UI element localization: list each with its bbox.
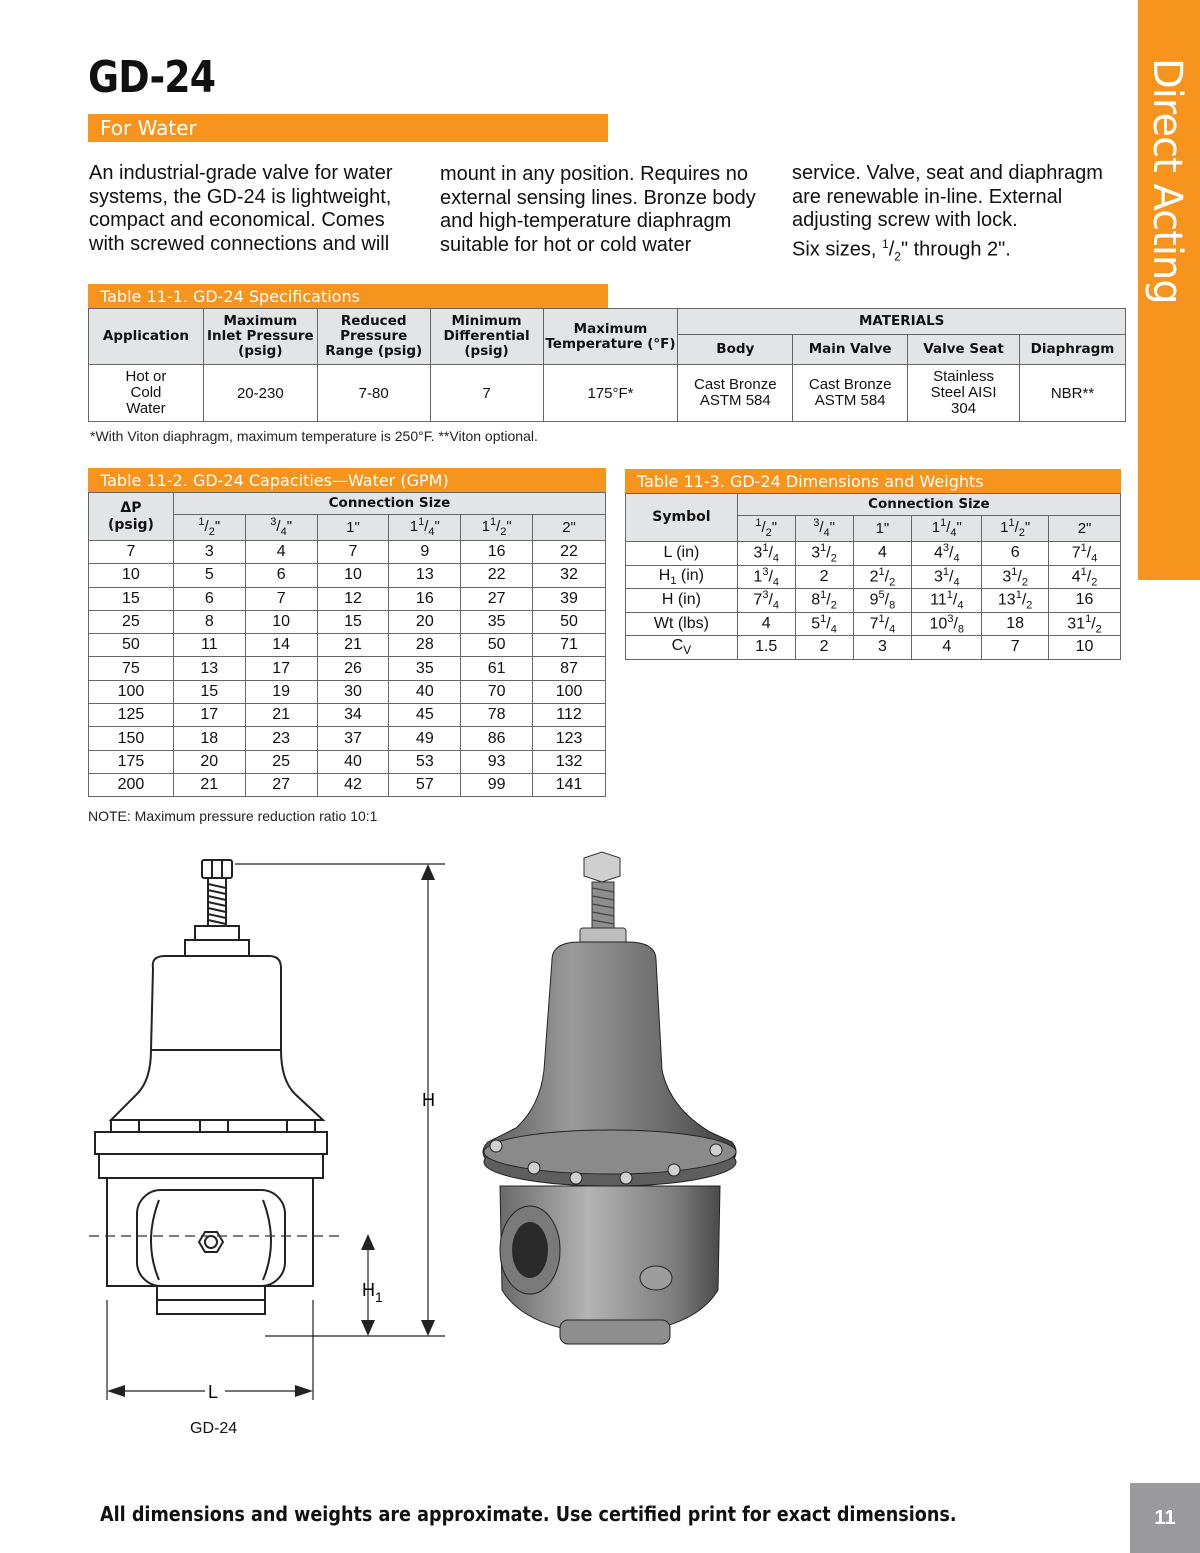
header-symbol: Symbol [626,494,738,542]
table-cell: 25 [245,750,317,773]
table-cell: 21 [245,704,317,727]
header-max-inlet: Maximum Inlet Pressure (psig) [203,309,317,365]
table-cell: 45 [389,704,461,727]
table-cell: 6 [982,542,1049,566]
header-max-temperature: Maximum Temperature (°F) [543,309,678,365]
table-cell: 2 [795,565,853,589]
table-row [626,636,1121,660]
row-label: $C_V$ [626,636,738,660]
table-cell: 16 [1049,589,1121,613]
table-cell: 6 [245,564,317,587]
table-cell: 6 [173,587,245,610]
intro-line: An industrial-grade valve for water [89,162,393,184]
table-cell: 40 [389,680,461,703]
intro-line: external sensing lines. Bronze body [440,186,756,209]
table-cell: $7^1/_4$ [853,612,912,636]
size-header: $^3/_4$" [795,516,853,542]
header-valve-seat: Valve Seat [908,335,1020,365]
cell-valve-seat: Stainless Steel AISI 304 [908,365,1020,422]
table-cell: 37 [317,727,389,750]
size-header: 1" [317,515,389,541]
table-cell: $1^3/_4$ [737,565,795,589]
table-cell: $9^5/_8$ [853,589,912,613]
intro-line: compact and economical. Comes [89,209,385,231]
table-row [89,657,606,680]
table-cell: 23 [245,727,317,750]
table-cell: 71 [533,634,606,657]
table-cell: 61 [461,657,533,680]
table-cell: 20 [389,610,461,633]
table-cell: 7 [245,587,317,610]
header-connection-size: Connection Size [173,493,605,515]
table-cell: 21 [317,634,389,657]
header-main-valve: Main Valve [793,335,908,365]
size-header: 2" [1049,516,1121,542]
table-cell: 57 [389,773,461,796]
table-row [89,727,606,750]
table-cell: 27 [245,773,317,796]
table-cell: 14 [245,634,317,657]
table-cell: 5 [173,564,245,587]
table-cell: 3 [853,636,912,660]
table-row [89,587,606,610]
table-cell: 39 [533,587,606,610]
header-connection-size: Connection Size [737,494,1120,516]
table-cell: $13^1/_2$ [982,589,1049,613]
cell-body: Cast Bronze ASTM 584 [678,365,793,422]
table-cell: 18 [173,727,245,750]
table-cell: 78 [461,704,533,727]
table-cell: 50 [533,610,606,633]
row-label: L (in) [626,542,738,566]
size-header: $^1/_2$" [737,516,795,542]
intro-line: suitable for hot or cold water [440,233,692,256]
table-cell: 7 [982,636,1049,660]
size-header: 2" [533,515,606,541]
table-row [89,680,606,703]
table3-caption-bar [625,469,1121,493]
subtitle: For Water [100,116,197,140]
cell-reduced: 7-80 [317,365,430,422]
table-cell: 1.5 [737,636,795,660]
table3-caption: Table 11-3. GD-24 Dimensions and Weights [637,472,984,491]
table-cell: $5^1/_4$ [795,612,853,636]
intro-column-2 [440,163,756,257]
table-cell: $7^3/_4$ [737,589,795,613]
table-cell: $8^1/_2$ [795,589,853,613]
table-cell: $3^1/_4$ [912,565,982,589]
row-label: 15 [89,587,174,610]
table-cell: 7 [317,541,389,564]
row-label: $H_1$ (in) [626,565,738,589]
page-title: GD-24 [88,52,216,103]
table-cell: $7^1/_4$ [1049,542,1121,566]
table1-footnote: *With Viton diaphragm, maximum temperature is 250°F. **Viton optional. [90,428,538,444]
table-cell: 28 [389,634,461,657]
header-application: Application [89,309,204,365]
header-diaphragm: Diaphragm [1020,335,1126,365]
table-row [89,541,606,564]
table-cell: 22 [461,564,533,587]
table-cell: 49 [389,727,461,750]
intro-line: and high-temperature diaphragm [440,210,732,232]
size-header: $1^1/_2$" [461,515,533,541]
table-cell: 13 [389,564,461,587]
table-cell: 10 [317,564,389,587]
table-cell: $3^1/_4$ [737,542,795,566]
row-label: H (in) [626,589,738,613]
table-cell: $3^1/_2$ [795,542,853,566]
size-header: 1" [853,516,912,542]
specifications-table [88,308,1126,422]
dimensions-table [625,493,1121,660]
header-dp: ΔP (psig) [89,493,174,541]
table1-caption: Table 11-1. GD-24 Specifications [100,287,360,306]
table-cell: 4 [737,612,795,636]
table-cell: 12 [317,587,389,610]
header-body: Body [678,335,793,365]
capacities-table [88,492,606,797]
table-cell: 87 [533,657,606,680]
intro-line: systems, the GD-24 is lightweight, [89,185,392,208]
table-cell: 70 [461,680,533,703]
side-tab-label: Direct Acting [1144,58,1190,304]
table-cell: 100 [533,680,606,703]
valve-photo [470,850,745,1350]
table-cell: $2^1/_2$ [853,565,912,589]
table-cell: 10 [245,610,317,633]
size-header: $^1/_2$" [173,515,245,541]
table-cell: 42 [317,773,389,796]
table-row [89,773,606,796]
drawing-caption: GD-24 [190,1420,238,1437]
intro-column-3 [792,162,1103,269]
intro-line: are renewable in-line. External [792,185,1063,208]
row-label: 150 [89,727,174,750]
label-H1: $H_1$ [362,1280,383,1305]
table-cell: $4^3/_4$ [912,542,982,566]
intro-line: with screwed connections and will [89,232,390,255]
intro-line: service. Valve, seat and diaphragm [792,162,1103,184]
cell-max-temp: 175°F* [543,365,678,422]
table-cell: 15 [173,680,245,703]
table-cell: $4^1/_2$ [1049,565,1121,589]
table-cell: 11 [173,634,245,657]
row-label: Wt (lbs) [626,612,738,636]
table-cell: 18 [982,612,1049,636]
table-cell: 4 [853,542,912,566]
side-tab-label-wrap [1140,58,1200,318]
header-min-differential: Minimum Differential (psig) [430,309,543,365]
table-cell: 19 [245,680,317,703]
size-header: $1^1/_4$" [912,516,982,542]
table-cell: 8 [173,610,245,633]
cell-application: Hot or Cold Water [89,365,204,422]
table-row [89,634,606,657]
table-cell: $3^1/_2$ [982,565,1049,589]
table-cell: 99 [461,773,533,796]
table-cell: 50 [461,634,533,657]
cell-main-valve: Cast Bronze ASTM 584 [793,365,908,422]
row-label: 10 [89,564,174,587]
table-row [89,750,606,773]
table2-caption-bar [88,468,606,492]
page-number: 11 [1154,1507,1176,1529]
cell-diaphragm: NBR** [1020,365,1126,422]
cell-max-inlet: 20-230 [203,365,317,422]
row-label: 50 [89,634,174,657]
table-cell: 4 [912,636,982,660]
table-cell: $10^3/_8$ [912,612,982,636]
table-cell: 16 [461,541,533,564]
valve-line-drawing [85,850,450,1420]
table-row [89,564,606,587]
table-cell: 17 [245,657,317,680]
size-header: $1^1/_2$" [982,516,1049,542]
row-label: 100 [89,680,174,703]
table1-caption-bar [88,284,608,308]
table-cell: 35 [461,610,533,633]
table-cell: 4 [245,541,317,564]
row-label: 75 [89,657,174,680]
table-cell: 35 [389,657,461,680]
table-cell: 26 [317,657,389,680]
table-cell: 53 [389,750,461,773]
table-cell: 112 [533,704,606,727]
table-cell: 34 [317,704,389,727]
table-row [626,612,1121,636]
header-materials: MATERIALS [678,309,1126,335]
table-row [89,610,606,633]
table-row [626,589,1121,613]
intro-line-sizes: Six sizes, $^1/_2$" through 2". [792,236,1011,264]
table-row [89,365,1126,422]
table-cell: 123 [533,727,606,750]
row-label: 125 [89,704,174,727]
cell-min-diff: 7 [430,365,543,422]
label-H: H [422,1090,435,1110]
table-cell: 16 [389,587,461,610]
table-cell: 3 [173,541,245,564]
table2-note: NOTE: Maximum pressure reduction ratio 10:1 [88,808,378,824]
table-cell: 20 [173,750,245,773]
table-cell: 141 [533,773,606,796]
table-cell: 86 [461,727,533,750]
size-header: $1^1/_4$" [389,515,461,541]
table-cell: 10 [1049,636,1121,660]
table-cell: $11^1/_4$ [912,589,982,613]
footer-disclaimer: All dimensions and weights are approximate. Use certified print for exact dimensions. [100,1502,957,1526]
table-cell: 2 [795,636,853,660]
intro-line: adjusting screw with lock. [792,209,1018,231]
table-row [626,542,1121,566]
table2-caption: Table 11-2. GD-24 Capacities—Water (GPM) [100,471,449,490]
table-cell: 30 [317,680,389,703]
label-L: L [208,1382,219,1402]
table-row [626,565,1121,589]
table-cell: 13 [173,657,245,680]
table-cell: 32 [533,564,606,587]
table-cell: 132 [533,750,606,773]
table-row [89,704,606,727]
header-reduced-range: Reduced Pressure Range (psig) [317,309,430,365]
table-cell: 15 [317,610,389,633]
intro-line: mount in any position. Requires no [440,163,748,185]
row-label: 175 [89,750,174,773]
row-label: 25 [89,610,174,633]
table-cell: 9 [389,541,461,564]
table-cell: 40 [317,750,389,773]
table-cell: 21 [173,773,245,796]
table-cell: 27 [461,587,533,610]
table-cell: $31^1/_2$ [1049,612,1121,636]
row-label: 200 [89,773,174,796]
row-label: 7 [89,541,174,564]
table-cell: 93 [461,750,533,773]
table-cell: 17 [173,704,245,727]
intro-column-1 [89,162,392,256]
size-header: $^3/_4$" [245,515,317,541]
table-cell: 22 [533,541,606,564]
